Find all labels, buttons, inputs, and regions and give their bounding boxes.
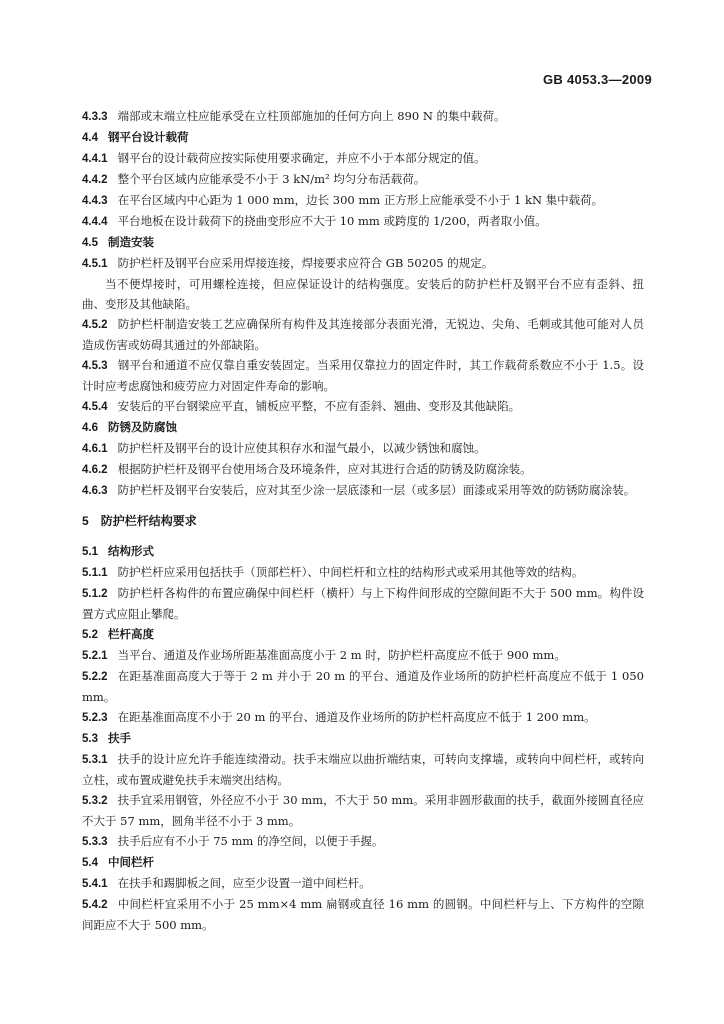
clause-paragraph: [82, 790, 644, 831]
clause-paragraph: [82, 583, 644, 624]
clause-text: 在平台区域内中心距为 1 000 mm，边长 300 mm 正方形上应能承受不小于 1 kN 集中载荷。: [117, 193, 604, 207]
clause-text: 扶手后应有不小于 75 mm 的净空间，以便于手握。: [117, 834, 384, 848]
clause-text: 扶手宜采用钢管，外径应不小于 30 mm，不大于 50 mm。采用非圆形截面的扶手，截面外接圆直径应不大于 57 mm，圆角半径不小于 3 mm。: [82, 793, 644, 828]
clause-text: 防锈及防腐蚀: [108, 420, 177, 434]
clause-paragraph: [82, 169, 644, 190]
clause-paragraph: [82, 438, 644, 459]
clause-text: 防护栏杆及钢平台应采用焊接连接，焊接要求应符合 GB 50205 的规定。: [117, 256, 494, 270]
clause-text: 防护栏杆结构要求: [100, 514, 197, 528]
clause-number: 5.3.3: [82, 836, 108, 848]
clause-paragraph: [82, 314, 644, 355]
clause-number: 4.6.2: [82, 464, 108, 476]
clause-text: 扶手: [108, 731, 131, 745]
clause-paragraph: [82, 873, 644, 894]
clause-number: 4.4.1: [82, 153, 108, 165]
clause-text: 栏杆高度: [108, 627, 154, 641]
clause-paragraph: [82, 190, 644, 211]
clause-paragraph: [82, 355, 644, 396]
clause-number: 4.4.3: [82, 195, 108, 207]
clause-text: 防护栏杆各构件的布置应确保中间栏杆（横杆）与上下构件间形成的空隙间距不大于 500 mm。构件设置方式应阻止攀爬。: [82, 586, 644, 621]
clause-text: 在距基准面高度大于等于 2 m 并小于 20 m 的平台、通道及作业场所的防护栏杆高度应不低于 1 050 mm。: [82, 669, 644, 704]
clause-number: 4.4.4: [82, 216, 108, 228]
clause-number: 4.3.3: [82, 111, 108, 123]
clause-paragraph: [82, 106, 644, 127]
clause-paragraph: [82, 562, 644, 583]
clause-number: 4.4.2: [82, 174, 108, 186]
clause-text: 防护栏杆及钢平台安装后，应对其至少涂一层底漆和一层（或多层）面漆或采用等效的防锈防腐涂装。: [117, 483, 636, 497]
clause-number: 4.5.4: [82, 401, 108, 413]
clause-number: 5.2: [82, 629, 98, 641]
clause-text: 结构形式: [108, 544, 154, 558]
section-heading: [82, 127, 644, 148]
clause-paragraph: [82, 894, 644, 935]
clause-number: 5.4: [82, 857, 98, 869]
clause-text: 防护栏杆制造安装工艺应确保所有构件及其连接部分表面光滑，无锐边、尖角、毛刺或其他可能对人员造成伤害或妨碍其通过的外部缺陷。: [82, 317, 644, 352]
clause-text: 钢平台和通道不应仅靠自重安装固定。当采用仅靠拉力的固定件时，其工作载荷系数应不小于 1.5。设计时应考虑腐蚀和疲劳应力对固定件寿命的影响。: [82, 358, 644, 393]
clause-number: 5: [82, 514, 89, 528]
clause-number: 4.5.2: [82, 319, 108, 331]
clause-number: 5.4.1: [82, 878, 108, 890]
clause-number: 5.1.1: [82, 567, 108, 579]
clause-text: 钢平台设计载荷: [108, 130, 189, 144]
clause-paragraph: [82, 645, 644, 666]
clause-text: 钢平台的设计载荷应按实际使用要求确定，并应不小于本部分规定的值。: [117, 151, 486, 165]
clause-number: 4.6.1: [82, 443, 108, 455]
clause-paragraph: [82, 253, 644, 274]
clause-paragraph: [82, 211, 644, 232]
clause-number: 5.2.3: [82, 712, 108, 724]
clause-number: 5.3.1: [82, 754, 108, 766]
clause-text: 端部或末端立柱应能承受在立柱顶部施加的任何方向上 890 N 的集中载荷。: [117, 109, 506, 123]
standard-code-header: GB 4053.3—2009: [543, 72, 652, 87]
clause-text: 中间栏杆宜采用不小于 25 mm×4 mm 扁钢或直径 16 mm 的圆钢。中间栏杆与上、下方构件的空隙间距应不大于 500 mm。: [82, 897, 644, 932]
clause-paragraph: [82, 396, 644, 417]
clause-number: 5.1: [82, 546, 98, 558]
clause-number: 5.2.2: [82, 671, 108, 683]
section-heading: [82, 852, 644, 873]
paragraph: [82, 274, 644, 314]
clause-number: 4.5: [82, 237, 98, 249]
clause-text: 中间栏杆: [108, 855, 154, 869]
clause-number: 4.4: [82, 132, 98, 144]
section-heading: [82, 728, 644, 749]
clause-paragraph: [82, 749, 644, 790]
clause-paragraph: [82, 666, 644, 707]
clause-text: 安装后的平台钢梁应平直，铺板应平整，不应有歪斜、翘曲、变形及其他缺陷。: [117, 399, 521, 413]
chapter-heading: [82, 511, 644, 531]
clause-text: 防护栏杆及钢平台的设计应使其积存水和湿气最小，以减少锈蚀和腐蚀。: [117, 441, 486, 455]
section-heading: [82, 541, 644, 562]
section-heading: [82, 624, 644, 645]
section-heading: [82, 417, 644, 438]
clause-paragraph: [82, 148, 644, 169]
clause-paragraph: [82, 831, 644, 852]
clause-text: 防护栏杆应采用包括扶手（顶部栏杆）、中间栏杆和立柱的结构形式或采用其他等效的结构。: [117, 565, 584, 579]
clause-text: 平台地板在设计载荷下的挠曲变形应不大于 10 mm 或跨度的 1/200，两者取小值。: [117, 214, 547, 228]
clause-text: 根据防护栏杆及钢平台使用场合及环境条件，应对其进行合适的防锈及防腐涂装。: [117, 462, 532, 476]
document-body: [82, 106, 644, 935]
clause-number: 5.1.2: [82, 588, 108, 600]
clause-number: 5.4.2: [82, 899, 108, 911]
clause-text: 制造安装: [108, 235, 154, 249]
clause-text: 在扶手和踢脚板之间，应至少设置一道中间栏杆。: [117, 876, 371, 890]
clause-number: 5.3.2: [82, 795, 108, 807]
clause-paragraph: [82, 459, 644, 480]
clause-paragraph: [82, 480, 644, 501]
clause-text: 扶手的设计应允许手能连续滑动。扶手末端应以曲折端结束，可转向支撑墙，或转向中间栏杆，或转向立柱，或布置成避免扶手末端突出结构。: [82, 752, 644, 787]
clause-text: 整个平台区域内应能承受不小于 3 kN/m² 均匀分布活载荷。: [117, 172, 426, 186]
clause-number: 4.6: [82, 422, 98, 434]
clause-text: 在距基准面高度不小于 20 m 的平台、通道及作业场所的防护栏杆高度应不低于 1 200 mm。: [117, 710, 596, 724]
clause-number: 5.2.1: [82, 650, 108, 662]
clause-number: 4.5.1: [82, 258, 108, 270]
clause-paragraph: [82, 707, 644, 728]
clause-number: 4.5.3: [82, 360, 108, 372]
clause-text: 当平台、通道及作业场所距基准面高度小于 2 m 时，防护栏杆高度应不低于 900 mm。: [117, 648, 566, 662]
clause-number: 4.6.3: [82, 485, 108, 497]
section-heading: [82, 232, 644, 253]
clause-text: 当不便焊接时，可用螺栓连接，但应保证设计的结构强度。安装后的防护栏杆及钢平台不应有歪斜、扭曲、变形及其他缺陷。: [82, 277, 644, 311]
clause-number: 5.3: [82, 733, 98, 745]
